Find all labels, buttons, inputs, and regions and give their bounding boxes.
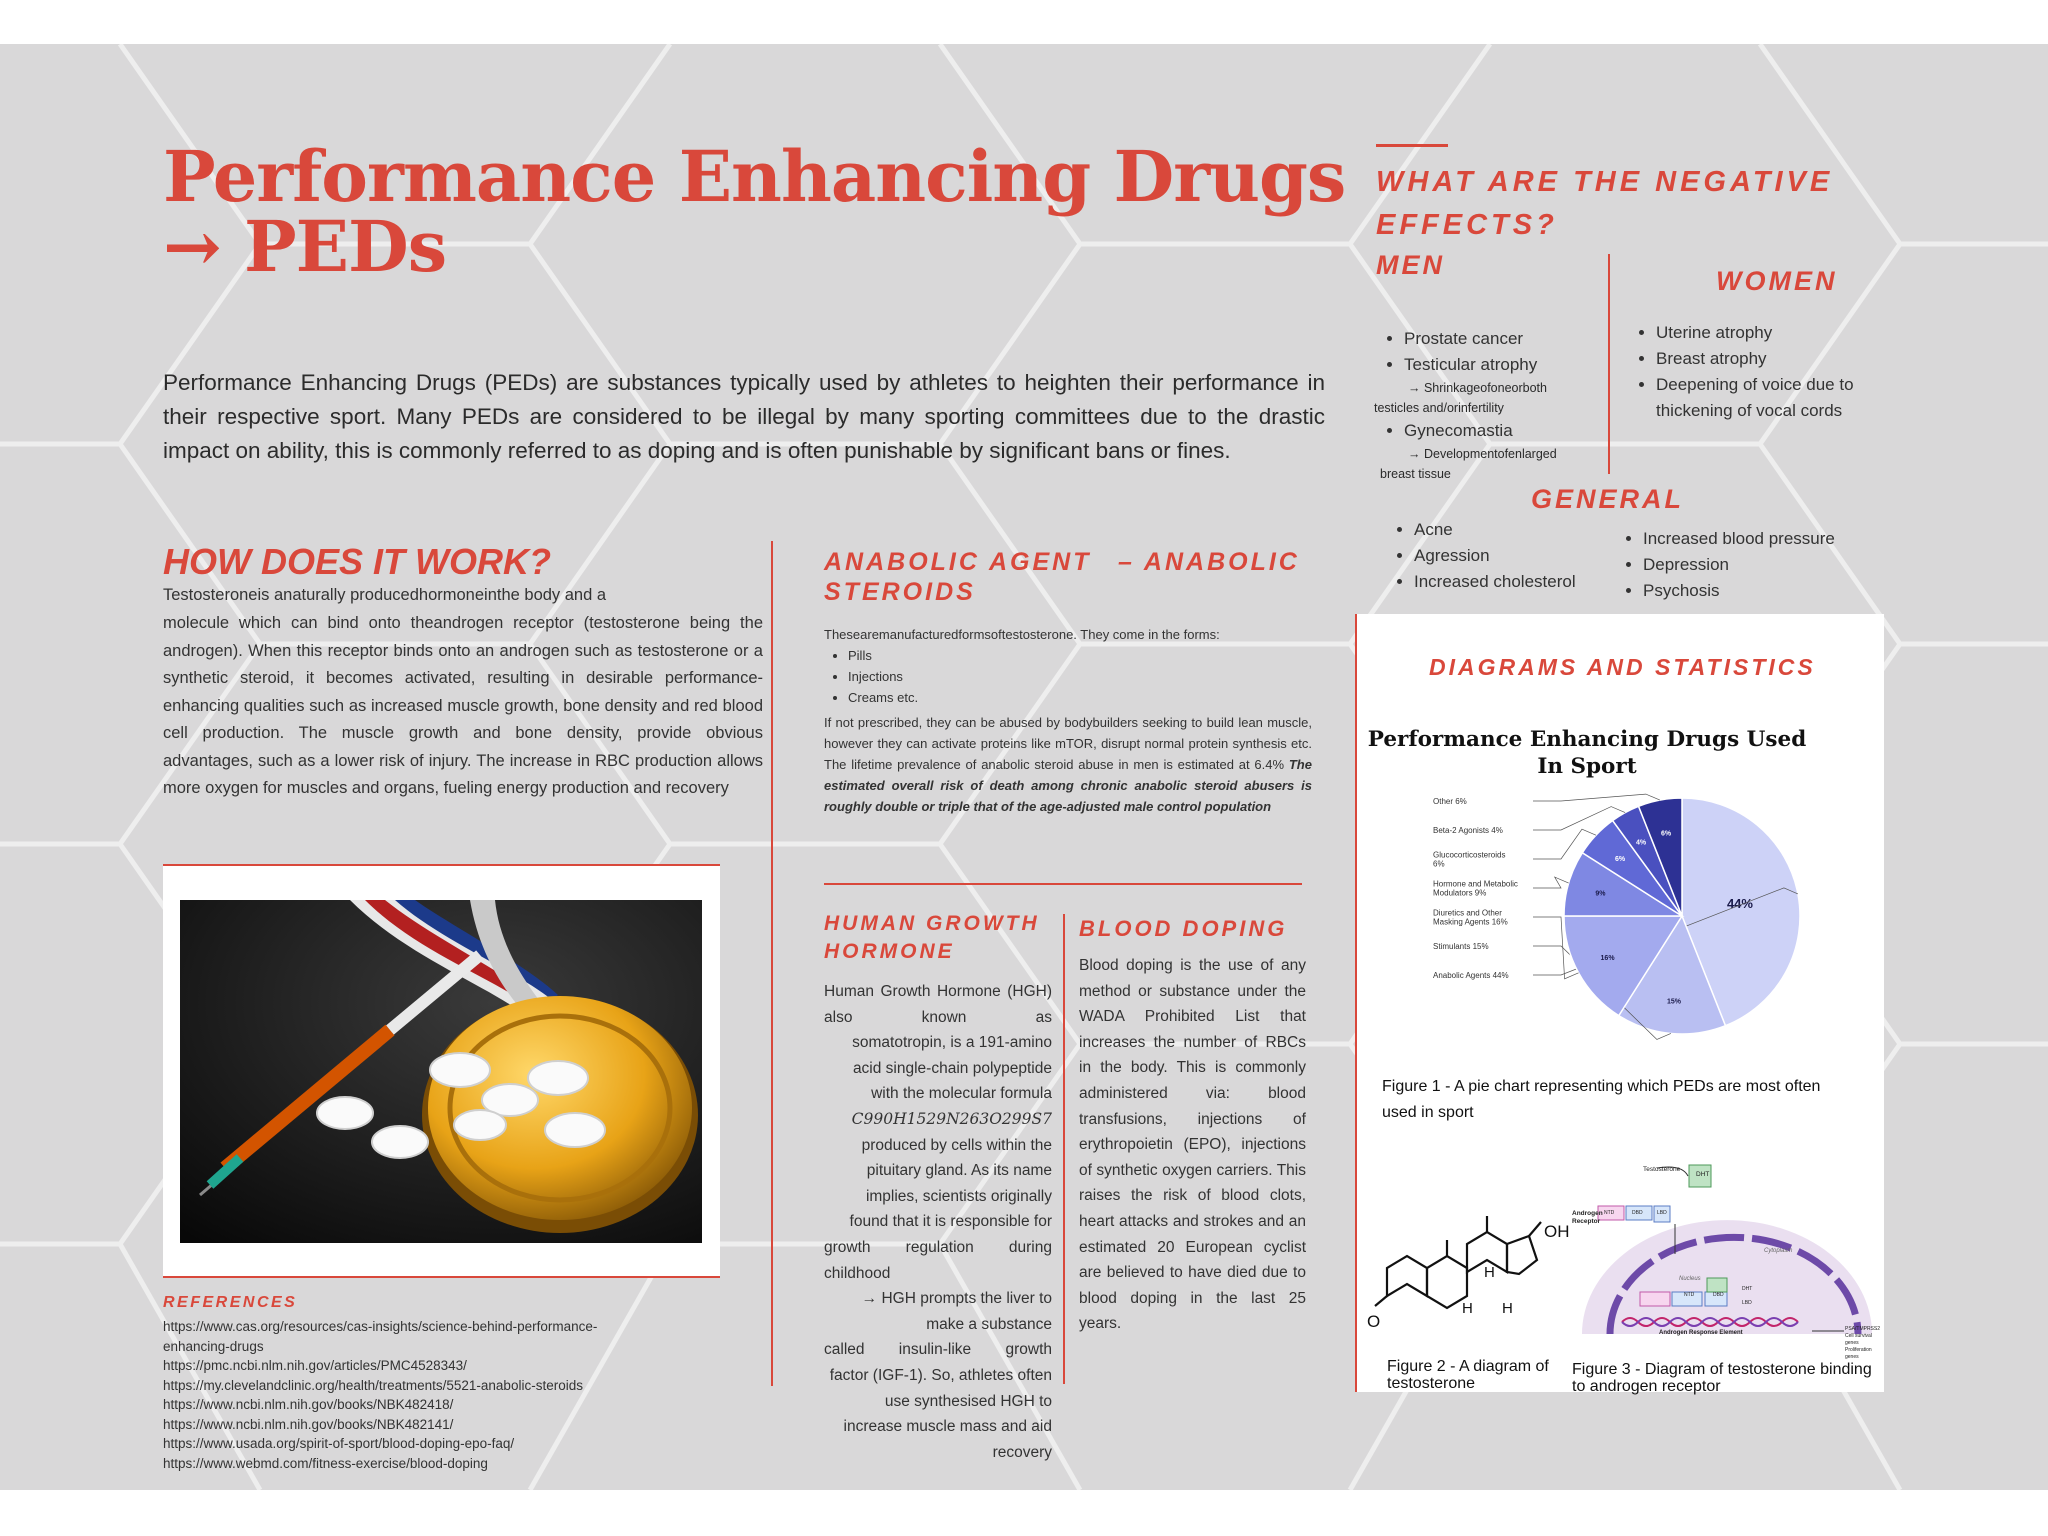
medal-pills-syringe-image	[180, 900, 702, 1243]
list-subitem: → Developmentofenlarged	[1408, 447, 1557, 461]
lbd-label: LBD	[1657, 1210, 1667, 1216]
women-heading: WOMEN	[1716, 266, 1838, 296]
anabolic-heading: ANABOLIC AGENT	[824, 548, 1092, 576]
dbd-label: DBD	[1713, 1292, 1724, 1298]
slice-label: Glucocorticosteroids	[1433, 850, 1506, 860]
general-effects-left	[1390, 517, 1634, 595]
diagrams-card	[1355, 614, 1884, 1395]
anabolic-intro: Thesearemanufacturedformsoftestosterone. They come in the forms:	[824, 627, 1220, 642]
women-effects	[1632, 320, 1856, 424]
slice-label: Masking Agents 16%	[1433, 917, 1508, 927]
negative-heading-2: EFFECTS?	[1376, 209, 1558, 241]
reference-link[interactable]: https://pmc.ncbi.nlm.nih.gov/articles/PMC4528343/	[163, 1358, 467, 1373]
slice-label: Anabolic Agents 44%	[1433, 971, 1509, 980]
list-item: • Agression	[1414, 543, 1634, 569]
figure-2-caption: Figure 2 - A diagram of testosterone	[1387, 1358, 1549, 1392]
anabolic-emphasis: The estimated overall risk of death among chronic anabolic steroid abusers is roughly double or triple that of the age-adjusted male control population	[824, 757, 1312, 814]
blood-doping-heading: BLOOD DOPING	[1079, 916, 1288, 941]
slice-label: Modulators 9%	[1433, 888, 1487, 898]
slice-percent-label: 15%	[1666, 998, 1682, 1006]
list-subitem: testicles and/orinfertility	[1374, 401, 1504, 415]
anabolic-heading-steroids: STEROIDS	[824, 578, 976, 606]
pie-chart	[1357, 784, 1884, 1054]
are-label: Androgen Response Element	[1659, 1330, 1743, 1336]
testosterone-label: Testosterone	[1643, 1166, 1681, 1173]
list-item: • Creams etc.	[848, 687, 1148, 708]
hgh-text: growth regulation during childhood	[824, 1238, 1052, 1282]
o-label: O	[1367, 1312, 1381, 1331]
list-item: • Psychosis	[1643, 578, 1883, 604]
ntd-label: NTD	[1604, 1210, 1615, 1216]
slice-percent-label: 6%	[1661, 830, 1672, 838]
reference-link[interactable]: https://my.clevelandclinic.org/health/treatments/5521-anabolic-steroids	[163, 1377, 583, 1393]
column-divider	[771, 541, 773, 1386]
men-effects	[1374, 326, 1610, 484]
slice-percent-label: 44%	[1726, 895, 1753, 911]
list-item: • Breast atrophy	[1656, 346, 1856, 372]
reference-link[interactable]: https://www.ncbi.nlm.nih.gov/books/NBK482141/	[163, 1416, 454, 1432]
reference-link[interactable]: https://www.webmd.com/fitness-exercise/blood-doping	[163, 1455, 488, 1471]
leader-line	[1533, 877, 1569, 888]
references-heading: REFERENCES	[163, 1294, 298, 1311]
hgh-text: called insulin-like growth	[824, 1341, 1052, 1359]
anabolic-heading-dash: – ANABOLIC	[1118, 548, 1300, 576]
hgh-text: → HGH prompts the liver to make a substance	[861, 1290, 1052, 1333]
slice-label: Beta-2 Agonists 4%	[1433, 826, 1503, 835]
slice-label: Diuretics and Other	[1433, 908, 1502, 918]
hgh-body	[824, 979, 1052, 1465]
list-item: • Prostate cancer	[1404, 326, 1610, 352]
lbd-label: LBD	[1742, 1300, 1752, 1306]
page-title: Performance Enhancing Drugs	[163, 135, 1346, 218]
hgh-formula: C990H1529N263O299S7	[851, 1109, 1052, 1128]
photo-frame	[163, 864, 720, 1278]
poster	[0, 44, 2048, 1490]
dbd-label: DBD	[1632, 1210, 1643, 1216]
list-item: • Injections	[848, 666, 1148, 687]
blood-doping-body: Blood doping is the use of any method or substance under the WADA Prohibited List that increases the number of RBCs in the body. This is commonly administered via: blood transfusions, injections of erythropoietin (EPO), injections of synthetic oxygen carriers. This raises the risk of blood clots, heart attacks and strokes and an estimated 20 European cyclist are believed to have died due to blood doping in the last 25 years.	[1079, 957, 1306, 1333]
section-divider	[824, 883, 1302, 885]
diagrams-heading: DIAGRAMS AND STATISTICS	[1429, 654, 1816, 680]
androgen-receptor-label: Androgen Receptor	[1572, 1210, 1603, 1225]
oh-label: OH	[1544, 1222, 1570, 1241]
hgh-text: somatotropin, is a 191-amino acid single-chain polypeptide with the molecular formula	[852, 1034, 1052, 1103]
dht-label: DHT	[1696, 1171, 1710, 1178]
h-label: H	[1484, 1264, 1495, 1281]
list-subitem: breast tissue	[1380, 467, 1451, 481]
slice-percent-label: 4%	[1636, 839, 1647, 847]
chart-title: Performance Enhancing Drugs Used In Sport	[1367, 727, 1807, 779]
slice-percent-label: 6%	[1615, 855, 1626, 863]
reference-link[interactable]: enhancing-drugs	[163, 1338, 264, 1354]
men-heading: MEN	[1376, 250, 1445, 280]
hgh-heading: HUMAN GROWTH	[824, 912, 1040, 935]
reference-link[interactable]: https://www.cas.org/resources/cas-insights/science-behind-performance-	[163, 1319, 598, 1334]
figure-1-caption: Figure 1 - A pie chart representing which PEDs are most often used in sport	[1382, 1078, 1821, 1121]
general-heading: GENERAL	[1531, 484, 1685, 514]
slice-percent-label: 9%	[1595, 890, 1606, 898]
intro-paragraph: Performance Enhancing Drugs (PEDs) are substances typically used by athletes to heighten their performance in their respective sport. Many PEDs are considered to be illegal by many sporting committees due to the drastic impact on ability, this is commonly referred to as doping and is often punishable by significant bans or fines.	[163, 370, 1325, 463]
slice-percent-label: 16%	[1600, 954, 1615, 962]
page-subtitle: → PEDs	[163, 205, 447, 288]
list-item: • Acne	[1414, 517, 1634, 543]
references-list	[163, 1317, 723, 1473]
list-item: • Depression	[1643, 552, 1883, 578]
hgh-text: Human Growth Hormone (HGH) also known as	[824, 983, 1052, 1026]
list-item: • Deepening of voice due to thickening of vocal cords	[1656, 372, 1856, 424]
list-item: • Uterine atrophy	[1656, 320, 1856, 346]
anabolic-body	[824, 712, 1312, 817]
list-item: • Pills	[848, 645, 1148, 666]
how-heading: HOW DOES IT WORK?	[163, 541, 551, 582]
hgh-heading-2: HORMONE	[824, 940, 955, 963]
list-item: • Increased cholesterol	[1414, 569, 1634, 595]
how-first-line: Testosteroneis anaturally producedhormoneinthe body and a	[163, 586, 607, 604]
androgen-receptor-diagram	[1572, 1164, 1884, 1334]
negative-heading: WHAT ARE THE NEGATIVE	[1376, 166, 1834, 198]
h-label: H	[1502, 1300, 1513, 1317]
accent-bar	[1376, 144, 1448, 147]
slice-label: 6%	[1433, 859, 1445, 869]
list-subitem: → Shrinkageofoneorboth	[1408, 381, 1547, 395]
anabolic-forms-list	[824, 645, 1148, 708]
hgh-text: factor (IGF-1). So, athletes often use synthesised HGH to increase muscle mass and aid recovery	[829, 1366, 1052, 1461]
cytoplasm-label: Cytoplasm	[1764, 1248, 1793, 1254]
slice-label: Other 6%	[1433, 797, 1467, 806]
list-item: • Gynecomastia	[1404, 418, 1610, 444]
nucleus-label: Nucleus	[1679, 1276, 1701, 1282]
hgh-text: produced by cells within the pituitary gland. As its name implies, scientists originally found that it is responsible for	[849, 1136, 1052, 1231]
genes-label: PSA/TMPRSS2 Cell survival genes Proliferation genes	[1845, 1326, 1881, 1360]
dht-label: DHT	[1742, 1286, 1753, 1292]
slice-label: Hormone and Metabolic	[1433, 879, 1518, 889]
hgh-divider	[1063, 914, 1065, 1384]
reference-link[interactable]: https://www.ncbi.nlm.nih.gov/books/NBK482418/	[163, 1397, 454, 1412]
leader-line	[1533, 794, 1660, 801]
figure-3-caption: Figure 3 - Diagram of testosterone binding to androgen receptor	[1572, 1361, 1872, 1395]
anabolic-body-text: If not prescribed, they can be abused by bodybuilders seeking to build lean muscle, however they can activate proteins like mTOR, disrupt normal protein synthesis etc. The lifetime prevalence of anabolic steroid abuse in men is estimated at 6.4%	[824, 715, 1312, 772]
general-effects-right	[1619, 526, 1883, 604]
ntd-label: NTD	[1684, 1292, 1695, 1298]
h-label: H	[1462, 1300, 1473, 1317]
reference-link[interactable]: https://www.usada.org/spirit-of-sport/blood-doping-epo-faq/	[163, 1436, 515, 1451]
list-item: • Testicular atrophy	[1404, 352, 1610, 378]
slice-label: Stimulants 15%	[1433, 942, 1489, 951]
list-item: • Increased blood pressure	[1643, 526, 1883, 552]
how-body: molecule which can bind onto theandrogen receptor (testosterone being the androgen). When this receptor binds onto an androgen such as testosterone or a synthetic steroid, it becomes activated, resulting in desirable performance-enhancing qualities such as increased muscle growth, bone density and red blood cell production. The muscle growth and bone density, provide obvious advantages, such as a lower risk of injury. The increase in RBC production allows more oxygen for muscles and organs, fueling energy production and recovery	[163, 614, 763, 797]
